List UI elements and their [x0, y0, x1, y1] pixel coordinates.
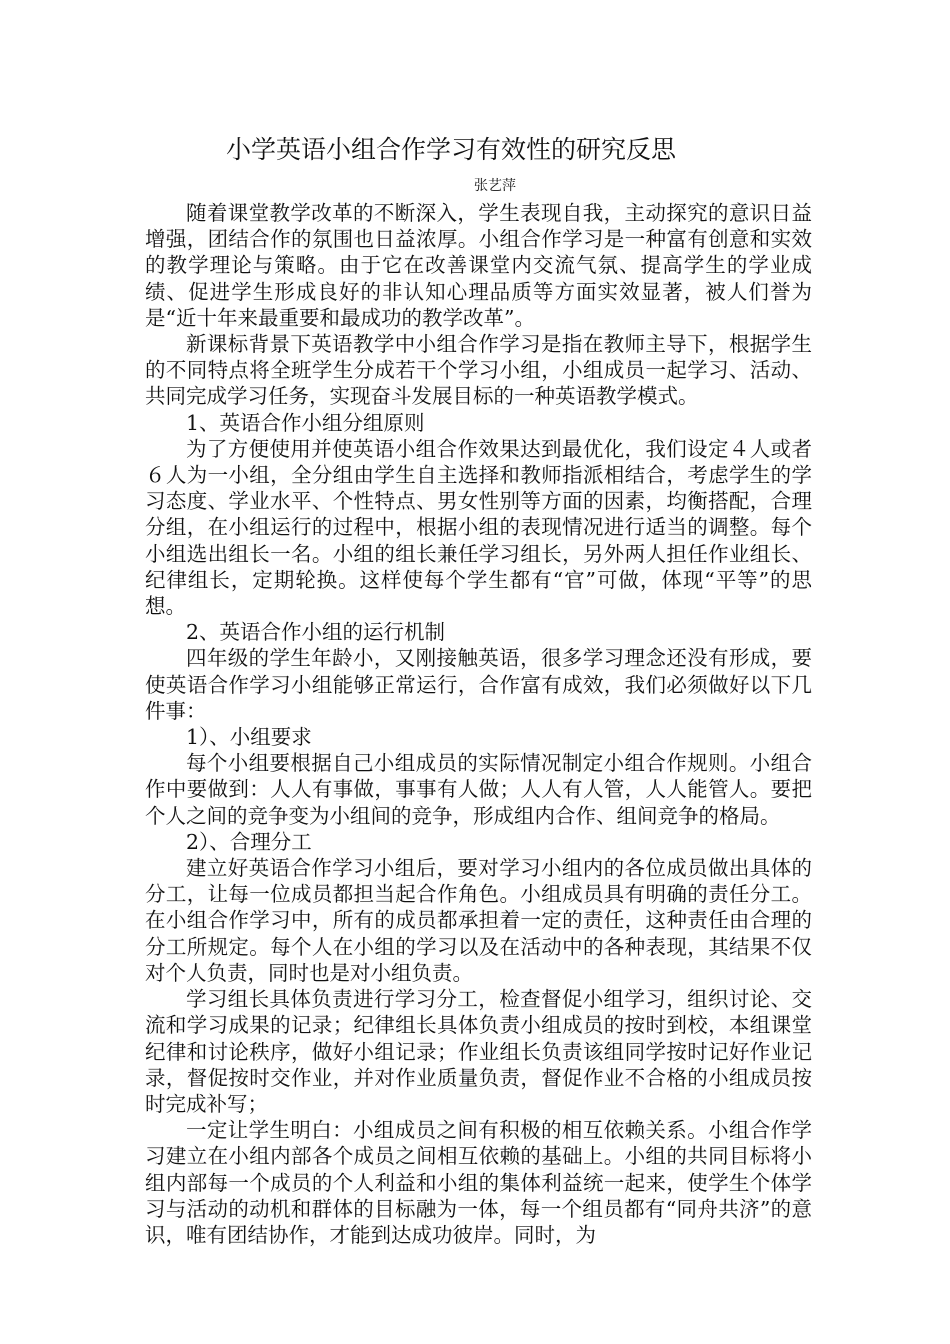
paragraph-intro: 随着课堂教学改革的不断深入，学生表现自我，主动探究的意识日益增强，团结合作的氛围也日益浓厚。小组合作学习是一种富有创意和实效的教学理论与策略。由于它在改善课堂内交流气氛、提高学生的学业成绩、促进学生形成良好的非认知心理品质等方面实效显著，被人们誉为是“近十年来最重要和最成功的教学改革”。	[145, 201, 812, 330]
paragraph-grouping: 为了方便使用并使英语小组合作效果达到最优化，我们设定４人或者６人为一小组，全分组由学生自主选择和教师指派相结合，考虑学生的学习态度、学业水平、个性特点、男女性别等方面的因素，均衡搭配，合理分组，在小组运行的过程中，根据小组的表现情况进行适当的调整。每个小组选出组长一名。小组的组长兼任学习组长，另外两人担任作业组长、纪律组长，定期轮换。这样使每个学生都有“官”可做，体现“平等”的思想。	[145, 436, 812, 619]
paragraph-roles: 学习组长具体负责进行学习分工，检查督促小组学习，组织讨论、交流和学习成果的记录；纪律组长具体负责小组成员的按时到校，本组课堂纪律和讨论秩序，做好小组记录；作业组长负责该组同学按时记好作业记录，督促按时交作业，并对作业质量负责，督促作业不合格的小组成员按时完成补写；	[145, 987, 812, 1116]
document-title: 小学英语小组合作学习有效性的研究反思	[225, 135, 676, 164]
document-author: 张艺萍	[474, 178, 516, 194]
section-heading-2: 2、英语合作小组的运行机制	[186, 620, 446, 645]
paragraph-definition: 新课标背景下英语教学中小组合作学习是指在教师主导下，根据学生的不同特点将全班学生分成若干个学习小组，小组成员一起学习、活动、共同完成学习任务，实现奋斗发展目标的一种英语教学模式。	[145, 332, 812, 409]
paragraph-requirements: 每个小组要根据自己小组成员的实际情况制定小组合作规则。小组合作中要做到：人人有事做，事事有人做；人人有人管，人人能管人。要把个人之间的竞争变为小组间的竞争，形成组内合作、组间竞争的格局。	[145, 751, 812, 828]
document-body	[145, 200, 812, 1248]
paragraph-interdependence: 一定让学生明白：小组成员之间有积极的相互依赖关系。小组合作学习建立在小组内部各个成员之间相互依赖的基础上。小组的共同目标将小组内部每一个成员的个人利益和小组的集体利益统一起来，使学生个体学习与活动的动机和群体的目标融为一体，每一个组员都有“同舟共济”的意识，唯有团结协作，才能到达成功彼岸。同时，为	[145, 1118, 812, 1247]
paragraph-mechanism: 四年级的学生年龄小，又刚接触英语，很多学习理念还没有形成，要使英语合作学习小组能够正常运行，合作富有成效，我们必须做好以下几件事：	[145, 646, 812, 723]
subsection-heading-1: 1）、小组要求	[186, 725, 312, 750]
section-heading-1: 1、英语合作小组分组原则	[186, 410, 425, 435]
subsection-heading-2: 2）、合理分工	[186, 829, 312, 854]
paragraph-division: 建立好英语合作学习小组后，要对学习小组内的各位成员做出具体的分工，让每一位成员都担当起合作角色。小组成员具有明确的责任分工。在小组合作学习中，所有的成员都承担着一定的责任，这种责任由合理的分工所规定。每个人在小组的学习以及在活动中的各种表现，其结果不仅对个人负责，同时也是对小组负责。	[145, 856, 812, 985]
